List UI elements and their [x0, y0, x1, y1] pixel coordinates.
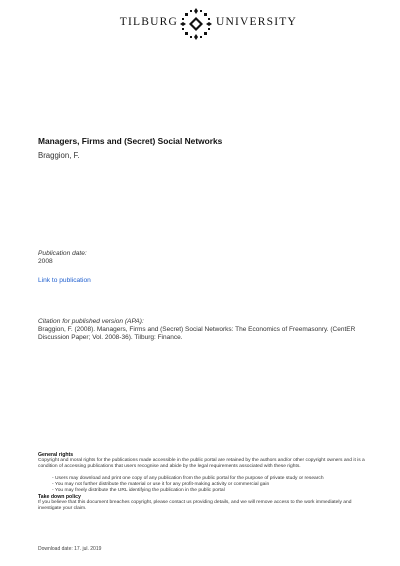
take-down-text: If you believe that this document breaches copyright, please contact us providing details, and we will remove access to the work immediately and investigate your claim. — [38, 500, 352, 511]
logo-text-right: UNIVERSITY — [216, 16, 297, 28]
general-rights-text: Copyright and moral rights for the publications made accessible in the public portal are retained by the authors and/or other copyright owners and it is a condition of accessing publications that users recognise and abide by the legal requirements associated with these rights. — [38, 458, 365, 469]
publication-year: 2008 — [38, 258, 53, 265]
publication-title: Managers, Firms and (Secret) Social Networks — [38, 136, 223, 146]
rights-list-item: - Users may download and print one copy of any publication from the public portal for the purpose of private study or research — [52, 476, 324, 481]
download-date: Download date: 17. jul. 2019 — [38, 546, 102, 552]
citation-label: Citation for published version (APA): — [38, 318, 144, 325]
logo-text-left: TILBURG — [119, 16, 178, 28]
university-logo — [0, 6, 400, 46]
publication-date-label: Publication date: — [38, 250, 87, 257]
rights-list-item: - You may not further distribute the material or use it for any profit-making activity or commercial gain — [52, 481, 270, 487]
general-rights-heading: General rights — [38, 452, 74, 458]
rights-list — [52, 476, 352, 493]
seal-icon — [179, 7, 213, 41]
citation-text: Braggion, F. (2008). Managers, Firms and (Secret) Social Networks: The Economics of Freemasonry. (CentER Discussion Paper; Vol. 2008-36). Tilburg: Finance. — [38, 326, 356, 342]
take-down-heading: Take down policy — [38, 494, 81, 500]
link-to-publication[interactable]: Link to publication — [38, 277, 91, 284]
author-name: Braggion, F. — [38, 151, 80, 160]
rights-list-item: - You may freely distribute the URL identifying the publication in the public portal — [52, 487, 225, 493]
